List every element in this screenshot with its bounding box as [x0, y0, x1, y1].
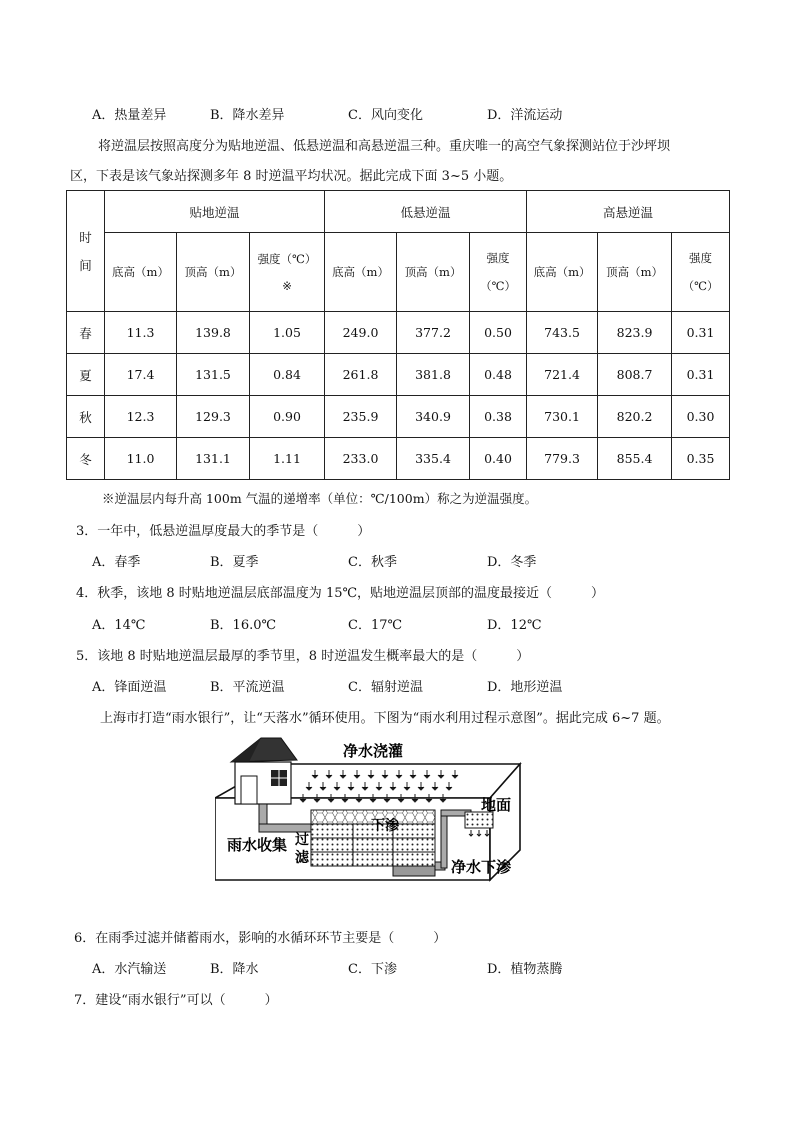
option-a: A．14℃ — [92, 618, 146, 633]
intro-paragraph-line2: 区，下表是该气象站探测多年 8 时逆温平均状况。据此完成下面 3~5 小题。 — [70, 169, 513, 184]
col-top: 顶高（m） — [177, 233, 250, 312]
col-strength: 强度 （℃） — [672, 233, 730, 312]
option-b: B．夏季 — [210, 555, 259, 570]
label-filter-1: 过 — [295, 832, 309, 848]
option-a: A．春季 — [92, 555, 141, 570]
option-c: C．风向变化 — [348, 108, 423, 123]
group-high: 高悬逆温 — [527, 191, 730, 233]
option-c: C．辐射逆温 — [348, 680, 423, 695]
option-d: D．植物蒸腾 — [487, 962, 563, 977]
option-a: A．锋面逆温 — [92, 680, 167, 695]
table-footnote: ※逆温层内每升高 100m 气温的递增率（单位：℃/100m）称之为逆温强度。 — [102, 491, 538, 506]
option-b: B．降水差异 — [210, 108, 285, 123]
table-row: 夏 17.4 131.5 0.84 261.8 381.8 0.48 721.4 808.7 0.31 — [67, 354, 730, 396]
question-7: 7．建设“雨水银行”可以（ ） — [74, 993, 278, 1008]
group-surface: 贴地逆温 — [105, 191, 325, 233]
question-4: 4．秋季，该地 8 时贴地逆温层底部温度为 15℃，贴地逆温层顶部的温度最接近（ ） — [76, 586, 605, 601]
option-c: C．秋季 — [348, 555, 397, 570]
col-top: 顶高（m） — [598, 233, 672, 312]
q5-options — [92, 676, 732, 694]
option-b: B．16.0℃ — [210, 618, 277, 633]
option-c: C．17℃ — [348, 618, 403, 633]
col-top: 顶高（m） — [397, 233, 470, 312]
rainwater-diagram — [215, 732, 555, 912]
table-row: 秋 12.3 129.3 0.90 235.9 340.9 0.38 730.1 820.2 0.30 — [67, 396, 730, 438]
q6-options — [92, 958, 732, 976]
option-c: C．下渗 — [348, 962, 397, 977]
label-clean-seep: 净水下渗 — [451, 858, 512, 876]
label-collect: 雨水收集 — [227, 836, 288, 854]
label-seepage: 下渗 — [371, 818, 399, 834]
question-5: 5．该地 8 时贴地逆温层最厚的季节里，8 时逆温发生概率最大的是（ ） — [76, 649, 530, 664]
table-row: 冬 11.0 131.1 1.11 233.0 335.4 0.40 779.3 855.4 0.35 — [67, 438, 730, 480]
q4-options — [92, 614, 732, 632]
group-low: 低悬逆温 — [325, 191, 527, 233]
col-bottom: 底高（m） — [105, 233, 177, 312]
label-irrigation: 净水浇灌 — [342, 742, 404, 760]
label-ground: 地面 — [481, 796, 512, 814]
intro-rainwater: 上海市打造“雨水银行”，让“天落水”循环使用。下图为“雨水利用过程示意图”。据此完成 6~7 题。 — [100, 711, 670, 726]
question-3: 3．一年中，低悬逆温厚度最大的季节是（ ） — [76, 524, 371, 539]
time-header: 时 间 — [67, 191, 105, 312]
col-strength: 强度（℃） ※ — [250, 233, 325, 312]
option-b: B．降水 — [210, 962, 259, 977]
option-d: D．12℃ — [487, 618, 542, 633]
label-filter-2: 滤 — [295, 850, 309, 866]
col-strength: 强度 （℃） — [470, 233, 527, 312]
inversion-table — [66, 190, 730, 480]
option-d: D．地形逆温 — [487, 680, 563, 695]
table-row: 春 11.3 139.8 1.05 249.0 377.2 0.50 743.5 823.9 0.31 — [67, 312, 730, 354]
question-6: 6．在雨季过滤并储蓄雨水，影响的水循环环节主要是（ ） — [74, 931, 447, 946]
option-a: A．热量差异 — [92, 108, 167, 123]
q2-options — [92, 104, 732, 122]
col-bottom: 底高（m） — [325, 233, 397, 312]
intro-paragraph-line1: 将逆温层按照高度分为贴地逆温、低悬逆温和高悬逆温三种。重庆唯一的高空气象探测站位于沙坪坝 — [98, 139, 671, 154]
q3-options — [92, 551, 732, 569]
option-d: D．洋流运动 — [487, 108, 563, 123]
option-a: A．水汽输送 — [92, 962, 167, 977]
option-d: D．冬季 — [487, 555, 537, 570]
house-icon — [231, 738, 297, 804]
option-b: B．平流逆温 — [210, 680, 285, 695]
col-bottom: 底高（m） — [527, 233, 598, 312]
